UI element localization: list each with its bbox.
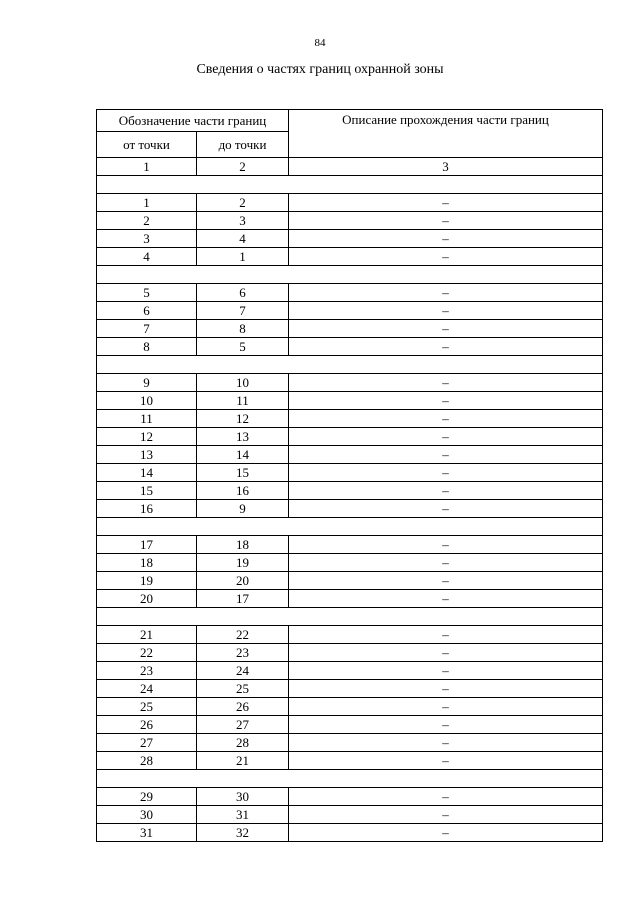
table-row bbox=[97, 734, 603, 752]
table-row bbox=[97, 500, 603, 518]
description-cell: – bbox=[289, 374, 603, 392]
to-point-cell: 31 bbox=[197, 806, 289, 824]
to-point-cell: 17 bbox=[197, 590, 289, 608]
table-row bbox=[97, 716, 603, 734]
from-point-cell: 16 bbox=[97, 500, 197, 518]
from-point-cell: 27 bbox=[97, 734, 197, 752]
group-separator-cell bbox=[97, 770, 603, 788]
header-boundary-designation: Обозначение части границ bbox=[97, 110, 289, 132]
table-row bbox=[97, 212, 603, 230]
table-row bbox=[97, 788, 603, 806]
group-separator-row bbox=[97, 770, 603, 788]
from-point-cell: 11 bbox=[97, 410, 197, 428]
description-cell: – bbox=[289, 716, 603, 734]
table-row bbox=[97, 410, 603, 428]
description-cell: – bbox=[289, 248, 603, 266]
description-cell: – bbox=[289, 536, 603, 554]
description-cell: – bbox=[289, 752, 603, 770]
table-row bbox=[97, 248, 603, 266]
from-point-cell: 2 bbox=[97, 212, 197, 230]
from-point-cell: 25 bbox=[97, 698, 197, 716]
from-point-cell: 29 bbox=[97, 788, 197, 806]
to-point-cell: 32 bbox=[197, 824, 289, 842]
from-point-cell: 6 bbox=[97, 302, 197, 320]
from-point-cell: 10 bbox=[97, 392, 197, 410]
description-cell: – bbox=[289, 662, 603, 680]
table-row bbox=[97, 392, 603, 410]
to-point-cell: 15 bbox=[197, 464, 289, 482]
from-point-cell: 12 bbox=[97, 428, 197, 446]
from-point-cell: 24 bbox=[97, 680, 197, 698]
from-point-cell: 18 bbox=[97, 554, 197, 572]
from-point-cell: 15 bbox=[97, 482, 197, 500]
from-point-cell: 1 bbox=[97, 194, 197, 212]
table-row bbox=[97, 482, 603, 500]
group-separator-cell bbox=[97, 356, 603, 374]
description-cell: – bbox=[289, 554, 603, 572]
table-row bbox=[97, 464, 603, 482]
description-cell: – bbox=[289, 230, 603, 248]
table-row bbox=[97, 824, 603, 842]
group-separator-cell bbox=[97, 518, 603, 536]
table-row bbox=[97, 626, 603, 644]
to-point-cell: 9 bbox=[197, 500, 289, 518]
from-point-cell: 17 bbox=[97, 536, 197, 554]
group-separator-cell bbox=[97, 266, 603, 284]
table-row bbox=[97, 698, 603, 716]
table-row bbox=[97, 428, 603, 446]
table-row bbox=[97, 230, 603, 248]
group-separator-row bbox=[97, 176, 603, 194]
table-row bbox=[97, 302, 603, 320]
column-number: 1 bbox=[97, 158, 197, 176]
column-number-row bbox=[97, 158, 603, 176]
header-to-point: до точки bbox=[197, 132, 289, 158]
description-cell: – bbox=[289, 410, 603, 428]
table-row bbox=[97, 554, 603, 572]
to-point-cell: 30 bbox=[197, 788, 289, 806]
table-row bbox=[97, 338, 603, 356]
table-body bbox=[97, 176, 603, 842]
page-number: 84 bbox=[314, 37, 326, 49]
table-row bbox=[97, 752, 603, 770]
table-row bbox=[97, 320, 603, 338]
from-point-cell: 26 bbox=[97, 716, 197, 734]
description-cell: – bbox=[289, 500, 603, 518]
description-cell: – bbox=[289, 824, 603, 842]
description-cell: – bbox=[289, 626, 603, 644]
column-number: 2 bbox=[197, 158, 289, 176]
to-point-cell: 4 bbox=[197, 230, 289, 248]
to-point-cell: 20 bbox=[197, 572, 289, 590]
group-separator-row bbox=[97, 266, 603, 284]
description-cell: – bbox=[289, 284, 603, 302]
to-point-cell: 23 bbox=[197, 644, 289, 662]
from-point-cell: 20 bbox=[97, 590, 197, 608]
from-point-cell: 19 bbox=[97, 572, 197, 590]
group-separator-row bbox=[97, 608, 603, 626]
table-row bbox=[97, 662, 603, 680]
table-row bbox=[97, 536, 603, 554]
description-cell: – bbox=[289, 194, 603, 212]
description-cell: – bbox=[289, 464, 603, 482]
table-row bbox=[97, 572, 603, 590]
description-cell: – bbox=[289, 680, 603, 698]
from-point-cell: 22 bbox=[97, 644, 197, 662]
to-point-cell: 6 bbox=[197, 284, 289, 302]
to-point-cell: 3 bbox=[197, 212, 289, 230]
from-point-cell: 30 bbox=[97, 806, 197, 824]
to-point-cell: 14 bbox=[197, 446, 289, 464]
description-cell: – bbox=[289, 644, 603, 662]
boundary-parts-table bbox=[96, 109, 603, 842]
table-row bbox=[97, 374, 603, 392]
from-point-cell: 13 bbox=[97, 446, 197, 464]
to-point-cell: 11 bbox=[197, 392, 289, 410]
group-separator-cell bbox=[97, 176, 603, 194]
description-cell: – bbox=[289, 446, 603, 464]
document-title: Сведения о частях границ охранной зоны bbox=[196, 62, 444, 77]
description-cell: – bbox=[289, 590, 603, 608]
table-row bbox=[97, 680, 603, 698]
description-cell: – bbox=[289, 320, 603, 338]
table-row bbox=[97, 284, 603, 302]
from-point-cell: 9 bbox=[97, 374, 197, 392]
from-point-cell: 14 bbox=[97, 464, 197, 482]
from-point-cell: 28 bbox=[97, 752, 197, 770]
to-point-cell: 24 bbox=[197, 662, 289, 680]
table-row bbox=[97, 590, 603, 608]
description-cell: – bbox=[289, 212, 603, 230]
description-cell: – bbox=[289, 392, 603, 410]
to-point-cell: 13 bbox=[197, 428, 289, 446]
to-point-cell: 21 bbox=[197, 752, 289, 770]
column-number: 3 bbox=[289, 158, 603, 176]
from-point-cell: 5 bbox=[97, 284, 197, 302]
description-cell: – bbox=[289, 698, 603, 716]
group-separator-cell bbox=[97, 608, 603, 626]
to-point-cell: 22 bbox=[197, 626, 289, 644]
from-point-cell: 31 bbox=[97, 824, 197, 842]
from-point-cell: 3 bbox=[97, 230, 197, 248]
to-point-cell: 16 bbox=[197, 482, 289, 500]
to-point-cell: 18 bbox=[197, 536, 289, 554]
from-point-cell: 8 bbox=[97, 338, 197, 356]
table-row bbox=[97, 446, 603, 464]
description-cell: – bbox=[289, 338, 603, 356]
to-point-cell: 5 bbox=[197, 338, 289, 356]
to-point-cell: 12 bbox=[197, 410, 289, 428]
header-from-point: от точки bbox=[97, 132, 197, 158]
description-cell: – bbox=[289, 806, 603, 824]
description-cell: – bbox=[289, 482, 603, 500]
group-separator-row bbox=[97, 356, 603, 374]
to-point-cell: 25 bbox=[197, 680, 289, 698]
to-point-cell: 19 bbox=[197, 554, 289, 572]
from-point-cell: 7 bbox=[97, 320, 197, 338]
header-boundary-description: Описание прохождения части границ bbox=[289, 110, 603, 158]
to-point-cell: 26 bbox=[197, 698, 289, 716]
table-row bbox=[97, 194, 603, 212]
description-cell: – bbox=[289, 788, 603, 806]
description-cell: – bbox=[289, 428, 603, 446]
to-point-cell: 27 bbox=[197, 716, 289, 734]
to-point-cell: 7 bbox=[197, 302, 289, 320]
from-point-cell: 23 bbox=[97, 662, 197, 680]
to-point-cell: 8 bbox=[197, 320, 289, 338]
to-point-cell: 10 bbox=[197, 374, 289, 392]
to-point-cell: 2 bbox=[197, 194, 289, 212]
group-separator-row bbox=[97, 518, 603, 536]
to-point-cell: 1 bbox=[197, 248, 289, 266]
description-cell: – bbox=[289, 734, 603, 752]
from-point-cell: 21 bbox=[97, 626, 197, 644]
description-cell: – bbox=[289, 572, 603, 590]
to-point-cell: 28 bbox=[197, 734, 289, 752]
table-row bbox=[97, 644, 603, 662]
table-row bbox=[97, 806, 603, 824]
description-cell: – bbox=[289, 302, 603, 320]
from-point-cell: 4 bbox=[97, 248, 197, 266]
